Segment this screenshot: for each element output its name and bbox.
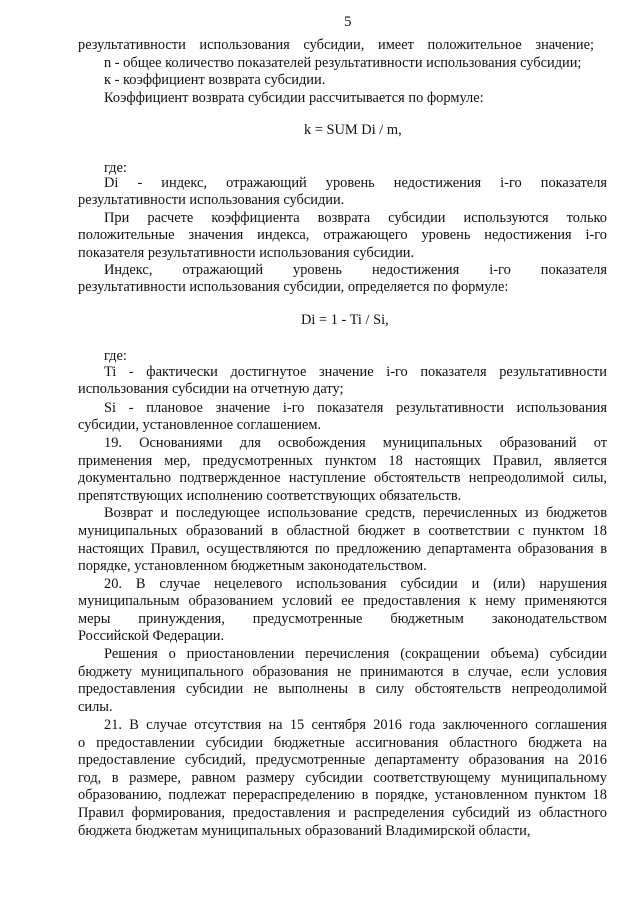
text-line: результативности использования субсидии, имеет положительное значение; (78, 37, 594, 53)
text-line: Решения о приостановлении перечисления (сокращении объема) субсидии (104, 646, 607, 662)
text-line: где: (104, 348, 127, 364)
text-line: 19. Основаниями для освобождения муниципальных образований от (104, 435, 607, 451)
text-line: Индекс, отражающий уровень недостижения i-го показателя (104, 262, 607, 278)
text-line: Di - индекс, отражающий уровень недостижения i-го показателя (104, 175, 607, 191)
formula-k: k = SUM Di / m, (304, 122, 402, 138)
text-line: При расчете коэффициента возврата субсидии используются только (104, 210, 607, 226)
text-line: бюджета бюджетам муниципальных образований Владимирской области, (78, 823, 531, 839)
text-line: настоящих Правил, осуществляются по предложению департамента образования в (78, 541, 607, 557)
text-line: использования субсидии на отчетную дату; (78, 381, 344, 397)
text-line: Возврат и последующее использование средств, перечисленных из бюджетов (104, 505, 607, 521)
text-line: меры принуждения, предусмотренные бюджетным законодательством (78, 611, 607, 627)
text-line: n - общее количество показателей результативности использования субсидии; (104, 55, 582, 71)
text-line: о предоставлении субсидии бюджетные ассигнования областного бюджета на (78, 735, 607, 751)
formula-di: Di = 1 - Ti / Si, (301, 312, 389, 328)
text-line: образованию, подлежат перераспределению в порядке, установленном пунктом 18 (78, 787, 607, 803)
text-line: Коэффициент возврата субсидии рассчитывается по формуле: (104, 90, 484, 106)
text-line: предоставление субсидий, предусмотренные департаменту образования на 2016 (78, 752, 607, 768)
text-line: субсидии, установленное соглашением. (78, 417, 322, 433)
text-line: показателя результативности использования субсидии. (78, 245, 415, 261)
text-line: 20. В случае нецелевого использования субсидии и (или) нарушения (104, 576, 607, 592)
text-line: 21. В случае отсутствия на 15 сентября 2016 года заключенного соглашения (104, 717, 607, 733)
text-line: результативности использования субсидии, определяется по формуле: (78, 279, 509, 295)
text-line: препятствующих исполнению соответствующих обязательств. (78, 488, 462, 504)
text-line: Российской Федерации. (78, 628, 225, 644)
text-line: результативности использования субсидии. (78, 192, 345, 208)
text-line: к - коэффициент возврата субсидии. (104, 72, 326, 88)
text-line: муниципальных образований в областной бюджет в соответствии с пунктом 18 (78, 523, 607, 539)
page-number: 5 (344, 14, 352, 30)
text-line: где: (104, 160, 127, 176)
text-line: Правил формирования, предоставления и распределения субсидий из областного (78, 805, 607, 821)
text-line: документально подтвержденное наступление обстоятельств непреодолимой силы, (78, 470, 607, 486)
text-line: применения мер, предусмотренных пунктом 18 настоящих Правил, является (78, 453, 607, 469)
text-line: муниципальным образованием условий ее предоставления к нему применяются (78, 593, 607, 609)
text-line: Ti - фактически достигнутое значение i-го показателя результативности (104, 364, 607, 380)
text-line: силы. (78, 699, 113, 715)
text-line: порядке, установленном бюджетным законодательством. (78, 558, 427, 574)
text-line: год, в размере, равном размеру субсидии соответствующему муниципальному (78, 770, 607, 786)
text-line: Si - плановое значение i-го показателя результативности использования (104, 400, 607, 416)
text-line: бюджету муниципального образования не принимаются в случае, если условия (78, 664, 607, 680)
text-line: положительные значения индекса, отражающего уровень недостижения i-го (78, 227, 607, 243)
text-line: предоставления субсидии не выполнены в силу обстоятельств непреодолимой (78, 681, 607, 697)
